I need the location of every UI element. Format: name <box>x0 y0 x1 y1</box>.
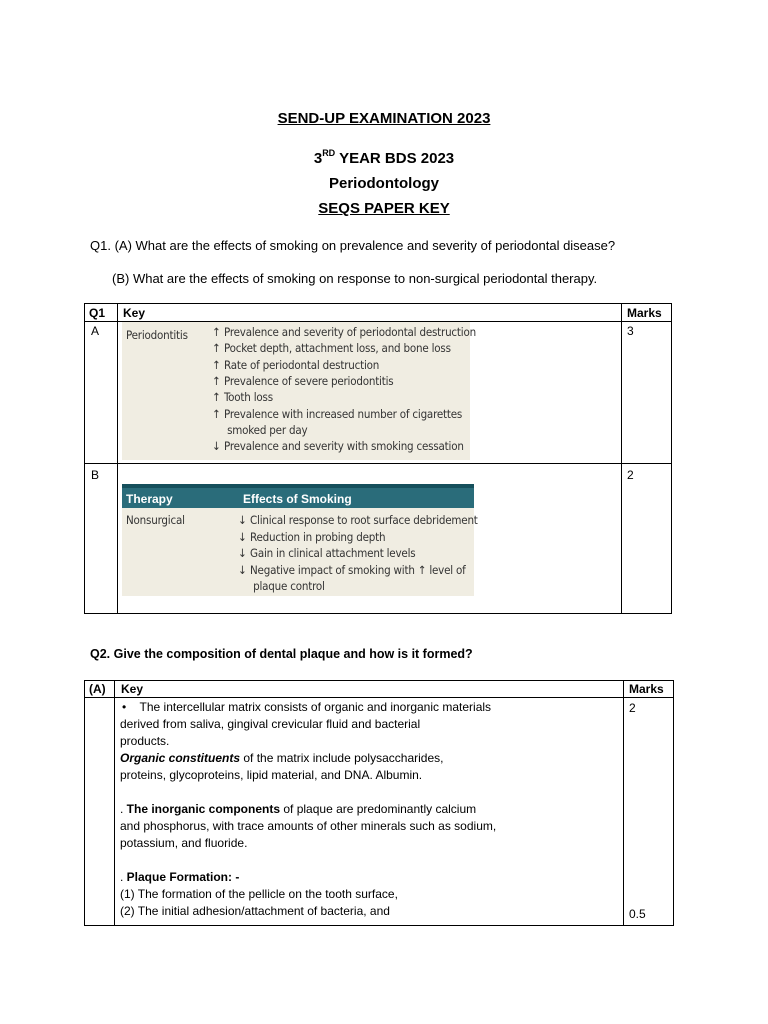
therapy-effect-line <box>238 563 466 577</box>
periodontitis-effect-line-text: Prevalence of severe periodontitis <box>224 373 394 388</box>
inorganic-line: . The inorganic components of plaque are predominantly calcium <box>120 802 477 816</box>
periodontitis-effect-line-text: Tooth loss <box>224 390 273 405</box>
arrow-down-icon: ↓ <box>238 529 247 544</box>
formation-step-1: (1) The formation of the pellicle on the tooth surface, <box>120 887 398 901</box>
formation-heading: . Plaque Formation: - <box>120 870 240 884</box>
q2-answer-table <box>84 680 674 926</box>
q2-col-q: (A) <box>89 682 106 696</box>
periodontitis-effects-figure <box>122 322 476 460</box>
arrow-up-icon: ↑ <box>212 373 221 388</box>
matrix-line-2: derived from saliva, gingival crevicular fluid and bacterial <box>120 717 421 731</box>
arrow-down-icon: ↓ <box>238 513 247 527</box>
q1-col-q: Q1 <box>89 306 106 320</box>
therapy-effect-line-text: plaque control <box>250 579 325 593</box>
periodontitis-effect-line <box>212 439 464 453</box>
periodontitis-effect-line <box>212 407 462 421</box>
q1-answer-table <box>84 303 672 614</box>
periodontitis-effect-line <box>212 325 476 339</box>
q1-row-a-label: A <box>91 324 100 338</box>
arrow-up-icon: ↑ <box>212 406 221 421</box>
figure-periodontitis-label: Periodontitis <box>126 328 188 342</box>
q1-row-b-label: B <box>91 468 100 482</box>
nonsurgical-label: Nonsurgical <box>126 513 185 527</box>
year-title: 3RD YEAR BDS 2023 <box>313 148 455 167</box>
arrow-up-icon: ↑ <box>212 390 221 405</box>
bullet-icon: • <box>122 700 127 714</box>
q1-col-marks: Marks <box>627 306 662 320</box>
matrix-bullet-line: • The intercellular matrix consists of organic and inorganic materials <box>122 700 492 714</box>
exam-title: SEND-UP EXAMINATION 2023 <box>277 110 491 127</box>
therapy-effect-line-text: Reduction in probing depth <box>250 529 386 544</box>
paper-title: SEQS PAPER KEY <box>318 200 450 217</box>
therapy-effect-line-text: Clinical response to root surface debridement <box>250 513 478 527</box>
periodontitis-effect-line <box>212 341 451 355</box>
q1-col-key: Key <box>123 306 146 320</box>
arrow-up-icon: ↑ <box>212 341 221 356</box>
subject-title: Periodontology <box>329 175 439 192</box>
inorganic-line-2: and phosphorus, with trace amounts of other minerals such as sodium, <box>120 819 497 833</box>
periodontitis-effect-line <box>212 374 393 388</box>
q2-col-key: Key <box>121 682 144 696</box>
q1-row-b-marks: 2 <box>627 468 634 482</box>
periodontitis-effect-line <box>212 390 273 404</box>
matrix-line-3: products. <box>120 734 170 748</box>
periodontitis-effect-line <box>212 358 379 372</box>
arrow-up-icon: ↑ <box>212 357 221 372</box>
q2-marks-0-5: 0.5 <box>629 907 646 921</box>
periodontitis-effect-line-text: Pocket depth, attachment loss, and bone loss <box>224 341 451 356</box>
periodontitis-effect-line-text: Rate of periodontal destruction <box>224 357 380 372</box>
q1-row-a-marks: 3 <box>627 324 634 338</box>
arrow-down-icon: ↓ <box>238 546 247 560</box>
q2-question: Q2. Give the composition of dental plaque and how is it formed? <box>90 647 473 661</box>
q2-col-marks: Marks <box>629 682 664 696</box>
periodontitis-effect-line <box>212 423 307 437</box>
q2-answer-text <box>120 699 620 920</box>
periodontitis-effect-line-text: smoked per day <box>224 422 308 437</box>
therapy-table-header <box>122 484 474 508</box>
therapy-column-header: Therapy <box>126 492 173 506</box>
periodontitis-effect-line-text: Prevalence with increased number of cigarettes <box>224 406 463 421</box>
inorganic-line-3: potassium, and fluoride. <box>120 836 248 850</box>
periodontitis-effect-line-text: Prevalence and severity of periodontal destruction <box>224 325 476 339</box>
arrow-up-icon: ↑ <box>212 325 221 339</box>
q1-question-a: Q1. (A) What are the effects of smoking on prevalence and severity of periodontal disease? <box>90 238 616 253</box>
therapy-effect-line <box>238 513 478 527</box>
q2-marks-2: 2 <box>629 701 636 715</box>
periodontitis-effect-line-text: Prevalence and severity with smoking cessation <box>224 439 464 454</box>
therapy-effect-line <box>238 530 385 544</box>
therapy-effect-line <box>238 546 415 560</box>
therapy-effect-line-text: Negative impact of smoking with ↑ level of <box>250 562 466 577</box>
organic-line: Organic constituents of the matrix include polysaccharides, <box>120 751 444 765</box>
organic-line-2: proteins, glycoproteins, lipid material, and DNA. Albumin. <box>120 768 423 782</box>
therapy-effect-line-text: Gain in clinical attachment levels <box>250 546 416 560</box>
arrow-down-icon: ↓ <box>238 562 247 577</box>
q1-question-b: (B) What are the effects of smoking on response to non-surgical periodontal therapy. <box>112 271 598 286</box>
formation-step-2: (2) The initial adhesion/attachment of bacteria, and <box>120 904 390 918</box>
arrow-down-icon: ↓ <box>212 439 221 454</box>
effects-column-header: Effects of Smoking <box>243 492 352 506</box>
therapy-effects-figure <box>122 508 478 596</box>
therapy-effect-line <box>238 579 325 593</box>
